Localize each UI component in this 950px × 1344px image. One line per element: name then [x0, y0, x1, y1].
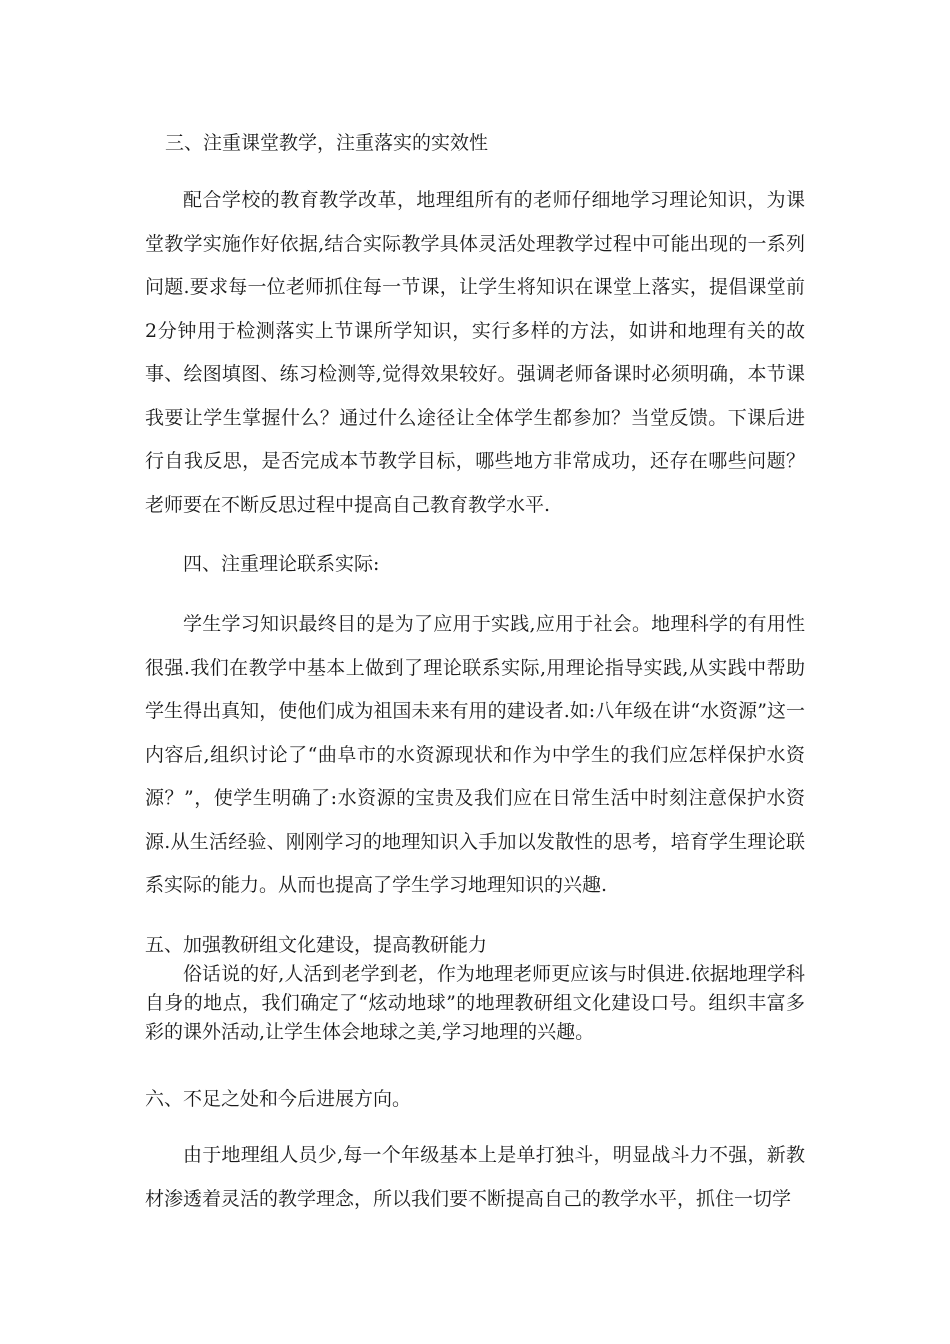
- section-5-heading: 五、加强教研组文化建设，提高教研能力: [145, 934, 488, 956]
- section-3-heading: 三、注重课堂教学，注重落实的实效性: [165, 132, 489, 154]
- section-4-paragraph: 学生学习知识最终目的是为了应用于实践,应用于社会。地理科学的有用性很强.我们在教学中基本上做到了理论联系实际,用理论指导实践,从实践中帮助学生得出真知，使他们成为祖国未来有用的建设者.如:八年级在讲“水资源”这一内容后,组织讨论了“曲阜市的水资源现状和作为中学生的我们应怎样保护水资源？”，使学生明确了:水资源的宝贵及我们应在日常生活中时刻注意保护水资源.从生活经验、刚刚学习的地理知识入手加以发散性的思考，培育学生理论联系实际的能力。从而也提高了学生学习地理知识的兴趣.: [145, 613, 805, 896]
- section-4-heading: 四、注重理论联系实际:: [183, 553, 380, 575]
- section-5-paragraph: 俗话说的好,人活到老学到老，作为地理老师更应该与时俱进.依据地理学科自身的地点，我们确定了“炫动地球”的地理教研组文化建设口号。组织丰富多彩的课外活动,让学生体会地球之美,学习地理的兴趣。: [145, 963, 805, 1043]
- section-6-paragraph: 由于地理组人员少,每一个年级基本上是单打独斗，明显战斗力不强，新教材渗透着灵活的教学理念，所以我们要不断提高自己的教学水平，抓住一切学: [145, 1144, 805, 1210]
- section-6-heading: 六、不足之处和今后进展方向。: [145, 1088, 412, 1110]
- section-3-paragraph: 配合学校的教育教学改革，地理组所有的老师仔细地学习理论知识，为课堂教学实施作好依据,结合实际教学具体灵活处理教学过程中可能出现的一系列问题.要求每一位老师抓住每一节课，让学生将知识在课堂上落实，提倡课堂前2分钟用于检测落实上节课所学知识，实行多样的方法，如讲和地理有关的故事、绘图填图、练习检测等,觉得效果较好。强调老师备课时必须明确，本节课我要让学生掌握什么？通过什么途径让全体学生都参加？当堂反馈。下课后进行自我反思，是否完成本节教学目标，哪些地方非常成功，还存在哪些问题？老师要在不断反思过程中提高自己教育教学水平.: [145, 189, 805, 516]
